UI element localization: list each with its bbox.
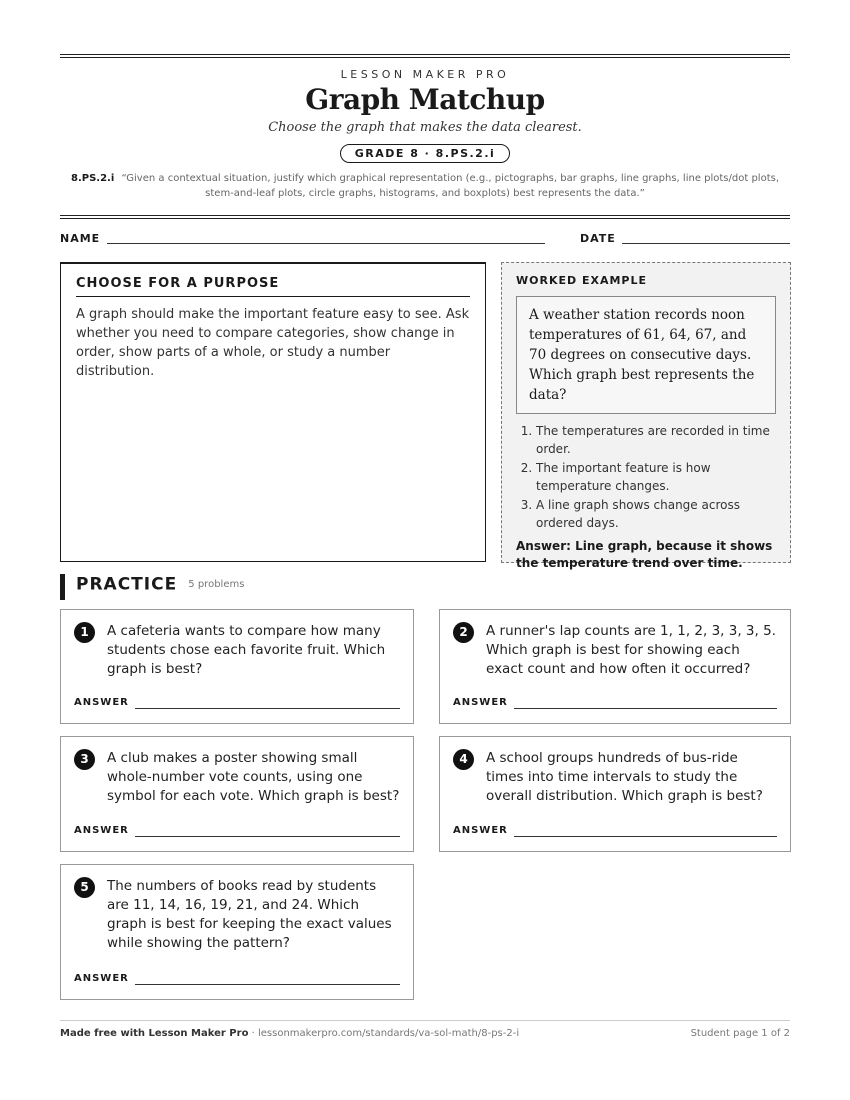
date-label: DATE bbox=[580, 232, 616, 245]
problem-text: A cafeteria wants to compare how many students chose each favorite fruit. Which graph is best? bbox=[107, 623, 386, 677]
answer-field[interactable] bbox=[135, 836, 400, 837]
worked-example-box bbox=[501, 262, 791, 570]
page-footer bbox=[60, 1020, 790, 1039]
name-label: NAME bbox=[60, 232, 101, 245]
answer-label: ANSWER bbox=[453, 825, 508, 836]
worked-example-steps bbox=[516, 422, 776, 532]
problem-card-4 bbox=[439, 736, 791, 852]
answer-row bbox=[453, 697, 777, 711]
worked-example-heading: WORKED EXAMPLE bbox=[516, 274, 647, 287]
page-subtitle: Choose the graph that makes the data clearest. bbox=[268, 120, 582, 135]
standard-code: 8.PS.2.i bbox=[70, 173, 115, 184]
answer-field[interactable] bbox=[135, 984, 400, 985]
problem-card-1 bbox=[60, 609, 414, 724]
practice-heading bbox=[60, 574, 244, 600]
grade-badge: GRADE 8 · 8.PS.2.i bbox=[340, 144, 511, 163]
problem-text: The numbers of books read by students are 11, 14, 16, 19, 21, and 24. Which graph is best for keeping the exact values while showing the pattern? bbox=[107, 878, 392, 951]
page-number: Student page 1 of 2 bbox=[690, 1028, 790, 1039]
problem-number-badge: 1 bbox=[74, 622, 95, 643]
answer-row bbox=[453, 825, 777, 839]
worked-example-answer: Answer: Line graph, because it shows the temperature trend over time. bbox=[516, 539, 773, 570]
problem-card-3 bbox=[60, 736, 414, 852]
problem-number-badge: 3 bbox=[74, 749, 95, 770]
worked-example-step: 3. A line graph shows change across ordered days. bbox=[536, 496, 776, 532]
date-field[interactable] bbox=[622, 243, 790, 244]
brand-name: LESSON MAKER PRO bbox=[340, 68, 510, 81]
answer-row bbox=[74, 697, 400, 711]
problem-text: A club makes a poster showing small whole-number vote counts, using one symbol for each vote. Which graph is best? bbox=[107, 750, 400, 804]
answer-field[interactable] bbox=[135, 708, 400, 709]
footer-credit: Made free with Lesson Maker Pro bbox=[60, 1028, 249, 1039]
answer-label: ANSWER bbox=[453, 697, 508, 708]
problem-text: A school groups hundreds of bus-ride times into time intervals to study the overall distribution. Which graph is best? bbox=[486, 750, 763, 804]
standard-description bbox=[70, 171, 780, 201]
name-date-row bbox=[60, 232, 790, 248]
worked-example-step: 1. The temperatures are recorded in time order. bbox=[536, 422, 776, 458]
standard-text: “Given a contextual situation, justify which graphical representation (e.g., pictographs, bar graphs, line graphs, line plots/dot plots, stem-and-leaf plots, circle graphs, histograms, and boxplots) best represents the data.” bbox=[121, 173, 780, 199]
answer-label: ANSWER bbox=[74, 973, 129, 984]
answer-field[interactable] bbox=[514, 708, 777, 709]
purpose-box bbox=[60, 262, 486, 562]
worked-example-step: 2. The important feature is how temperature changes. bbox=[536, 459, 776, 495]
worksheet-header bbox=[60, 54, 790, 219]
problem-number-badge: 5 bbox=[74, 877, 95, 898]
problem-number-badge: 4 bbox=[453, 749, 474, 770]
answer-row bbox=[74, 973, 400, 987]
header-bottom-rule bbox=[60, 215, 790, 219]
problem-text: A runner's lap counts are 1, 1, 2, 3, 3, 3, 5. Which graph is best for showing each exact count and how often it occurred? bbox=[486, 623, 776, 677]
practice-count: 5 problems bbox=[188, 579, 245, 590]
problem-card-2 bbox=[439, 609, 791, 724]
page-title: Graph Matchup bbox=[305, 83, 545, 116]
problem-card-5 bbox=[60, 864, 414, 1000]
purpose-heading: CHOOSE FOR A PURPOSE bbox=[76, 276, 470, 297]
answer-label: ANSWER bbox=[74, 697, 129, 708]
worked-example-prompt: A weather station records noon temperatures of 61, 64, 67, and 70 degrees on consecutive days. Which graph best represents the data? bbox=[516, 296, 776, 414]
name-field[interactable] bbox=[107, 243, 545, 244]
footer-url[interactable]: · lessonmakerpro.com/standards/va-sol-math/8-ps-2-i bbox=[248, 1028, 520, 1039]
answer-label: ANSWER bbox=[74, 825, 129, 836]
purpose-body: A graph should make the important feature easy to see. Ask whether you need to compare categories, show change in order, show parts of a whole, or study a number distribution. bbox=[76, 307, 470, 379]
problem-number-badge: 2 bbox=[453, 622, 474, 643]
answer-field[interactable] bbox=[514, 836, 777, 837]
answer-row bbox=[74, 825, 400, 839]
practice-label: PRACTICE bbox=[76, 574, 178, 595]
top-rule bbox=[60, 54, 790, 58]
